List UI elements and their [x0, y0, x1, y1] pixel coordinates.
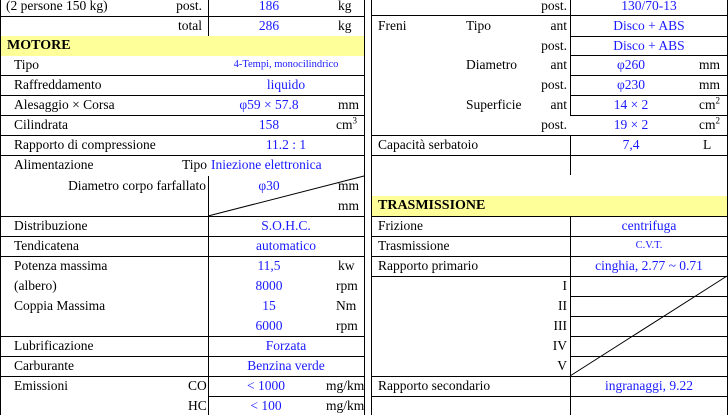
rapporto-primario-row [371, 256, 727, 276]
distribuzione-label: Distribuzione [14, 218, 88, 233]
gear-row-5 [371, 356, 727, 376]
gear-label-3: III [553, 318, 567, 333]
potenza-rpm-value: 8000 [255, 278, 283, 293]
gear-label-2: II [558, 298, 567, 313]
potenza-row [0, 256, 364, 276]
coppia-unit: Nm [336, 298, 357, 313]
frizione-row [371, 216, 727, 236]
lubrificazione-value: Forzata [265, 338, 307, 353]
tyre-post-label: post. [541, 0, 567, 13]
potenza-unit: kw [338, 258, 355, 273]
rapporto-compressione-row [0, 135, 364, 155]
trasmissione-row [371, 236, 727, 256]
alimentazione-label: Alimentazione [14, 157, 94, 172]
tipo-row [0, 55, 364, 75]
rapporto-secondario-value: ingranaggi, 9.22 [604, 378, 694, 393]
tipo-value: 4-Tempi, monocilindrico [233, 59, 339, 70]
emissioni-hc-row [0, 396, 364, 416]
raffreddamento-row [0, 75, 364, 95]
cilindrata-row [0, 115, 364, 135]
capacita-unit: L [703, 137, 712, 152]
cilindrata-value: 158 [258, 117, 280, 132]
diametro-farfallato-unit: mm [338, 178, 360, 193]
co-unit: mg/km [326, 378, 365, 393]
carburante-row [0, 356, 364, 376]
co-label: CO [188, 378, 207, 393]
superficie-post-row [371, 115, 727, 135]
freni-tipo-label: Tipo [466, 18, 492, 33]
coppia-label: Coppia Massima [14, 298, 106, 313]
cilindrata-label: Cilindrata [14, 117, 68, 132]
superficie-post-unit: $cm^2$ [699, 115, 720, 132]
capacita-row [371, 135, 727, 155]
tendicatena-value: automatico [256, 238, 316, 253]
carburante-label: Carburante [14, 358, 74, 373]
weight-label: (2 persone 150 kg) [6, 0, 108, 13]
diametro-post-unit: mm [699, 77, 721, 92]
hc-label: HC [188, 398, 207, 413]
tyre-post-value: 130/70-13 [621, 0, 677, 13]
superficie-post-label: post. [541, 117, 567, 132]
superficie-ant-unit: $cm^2$ [699, 95, 720, 112]
diametro-farfallato-row [0, 176, 364, 196]
motore-header: MOTORE [1, 36, 364, 56]
freni-tipo-post-label: post. [541, 38, 567, 53]
freni-tipo-post-row [371, 36, 727, 56]
alesaggio-value: φ59 × 57.8 [239, 97, 299, 112]
coppia-value: 15 [262, 298, 276, 313]
diametro-ant-row [371, 55, 727, 75]
diametro-post-label: post. [541, 77, 567, 92]
distribuzione-row [0, 216, 364, 236]
cilindrata-unit: $cm^3$ [336, 115, 357, 132]
gear-row-4 [371, 336, 727, 356]
potenza-label: Potenza massima [14, 258, 108, 273]
trasmissione-label: Trasmissione [378, 238, 450, 253]
freni-label: Freni [378, 18, 407, 33]
weight-total-row [0, 16, 364, 36]
freni-tipo-post-value: Disco + ABS [613, 38, 685, 53]
carburante-value: Benzina verde [247, 358, 325, 373]
alimentazione-value: Iniezione elettronica [211, 157, 322, 172]
trasmissione-value: C.V.T. [635, 240, 663, 251]
diametro-post-row [371, 75, 727, 95]
weight-post-unit: kg [338, 0, 352, 13]
superficie-ant-value: 14 × 2 [613, 97, 649, 112]
albero-label: (albero) [14, 278, 57, 293]
freni-tipo-ant-row [371, 16, 727, 36]
gear-label-1: I [562, 278, 567, 293]
gear-row-3 [371, 316, 727, 336]
rapporto-primario-value: cinghia, 2.77 ~ 0.71 [595, 258, 703, 273]
capacita-label: Capacità serbatoio [378, 137, 479, 152]
blank-unit: mm [338, 198, 360, 213]
coppia-rpm-unit: rpm [336, 318, 358, 333]
weight-post-row [0, 0, 364, 16]
gear-row-2 [371, 296, 727, 316]
gear-label-4: IV [552, 338, 567, 353]
rapporto-secondario-label: Rapporto secondario [378, 378, 491, 393]
superficie-ant-label: ant [550, 97, 567, 112]
emissioni-label: Emissioni [14, 378, 69, 393]
diametro-ant-label: ant [550, 57, 567, 72]
diametro-post-value: φ230 [616, 77, 646, 92]
lubrificazione-label: Lubrificazione [14, 338, 94, 353]
lubrificazione-row [0, 336, 364, 356]
potenza-value: 11,5 [257, 258, 281, 273]
diametro-farfallato-label: Diametro corpo farfallato [68, 178, 206, 193]
diametro-ant-value: φ260 [616, 57, 646, 72]
frizione-label: Frizione [378, 218, 423, 233]
distribuzione-value: S.O.H.C. [261, 218, 311, 233]
rapporto-secondario-row [371, 376, 727, 396]
hc-unit: mg/km [326, 398, 365, 413]
alesaggio-row [0, 95, 364, 115]
rapporto-primario-label: Rapporto primario [378, 258, 479, 273]
hc-value: < 100 [250, 398, 282, 413]
diametro-ant-unit: mm [699, 57, 721, 72]
tyre-post-row [371, 0, 727, 16]
alesaggio-label: Alesaggio × Corsa [14, 97, 115, 112]
weight-post-value: 186 [258, 0, 280, 13]
blank-row [0, 196, 364, 216]
gear-row-1 [371, 276, 727, 296]
diametro-farfallato-value: φ30 [258, 178, 280, 193]
tendicatena-label: Tendicatena [14, 238, 80, 253]
freni-tipo-ant-value: Disco + ABS [613, 18, 685, 33]
weight-total-unit: kg [338, 18, 352, 33]
raffreddamento-label: Raffreddamento [14, 77, 102, 92]
trasmissione-header: TRASMISSIONE [372, 196, 727, 216]
superficie-post-value: 19 × 2 [613, 117, 649, 132]
weight-post-label: post. [176, 0, 202, 13]
diametro-label: Diametro [466, 57, 517, 72]
tendicatena-row [0, 236, 364, 256]
tipo-label: Tipo [14, 57, 40, 72]
alesaggio-unit: mm [338, 97, 360, 112]
alimentazione-tipo: Tipo [181, 157, 207, 172]
rapporto-compressione-value: 11.2 : 1 [265, 137, 307, 152]
superficie-label: Superficie [466, 97, 522, 112]
emissioni-co-row [0, 376, 364, 396]
weight-total-label: total [178, 18, 202, 33]
raffreddamento-value: liquido [266, 77, 306, 92]
coppia-rpm-value: 6000 [255, 318, 283, 333]
freni-tipo-ant-label: ant [550, 18, 567, 33]
capacita-value: 7,4 [622, 137, 640, 152]
coppia-row [0, 296, 364, 316]
superficie-ant-row [371, 95, 727, 115]
coppia-rpm-row [0, 316, 364, 336]
weight-total-value: 286 [258, 18, 280, 33]
co-value: < 1000 [247, 378, 285, 393]
potenza-rpm-unit: rpm [336, 278, 358, 293]
alimentazione-row [0, 155, 364, 175]
albero-row [0, 276, 364, 296]
gear-label-5: V [557, 358, 567, 373]
rapporto-compressione-label: Rapporto di compressione [14, 137, 156, 152]
frizione-value: centrifuga [621, 218, 677, 233]
